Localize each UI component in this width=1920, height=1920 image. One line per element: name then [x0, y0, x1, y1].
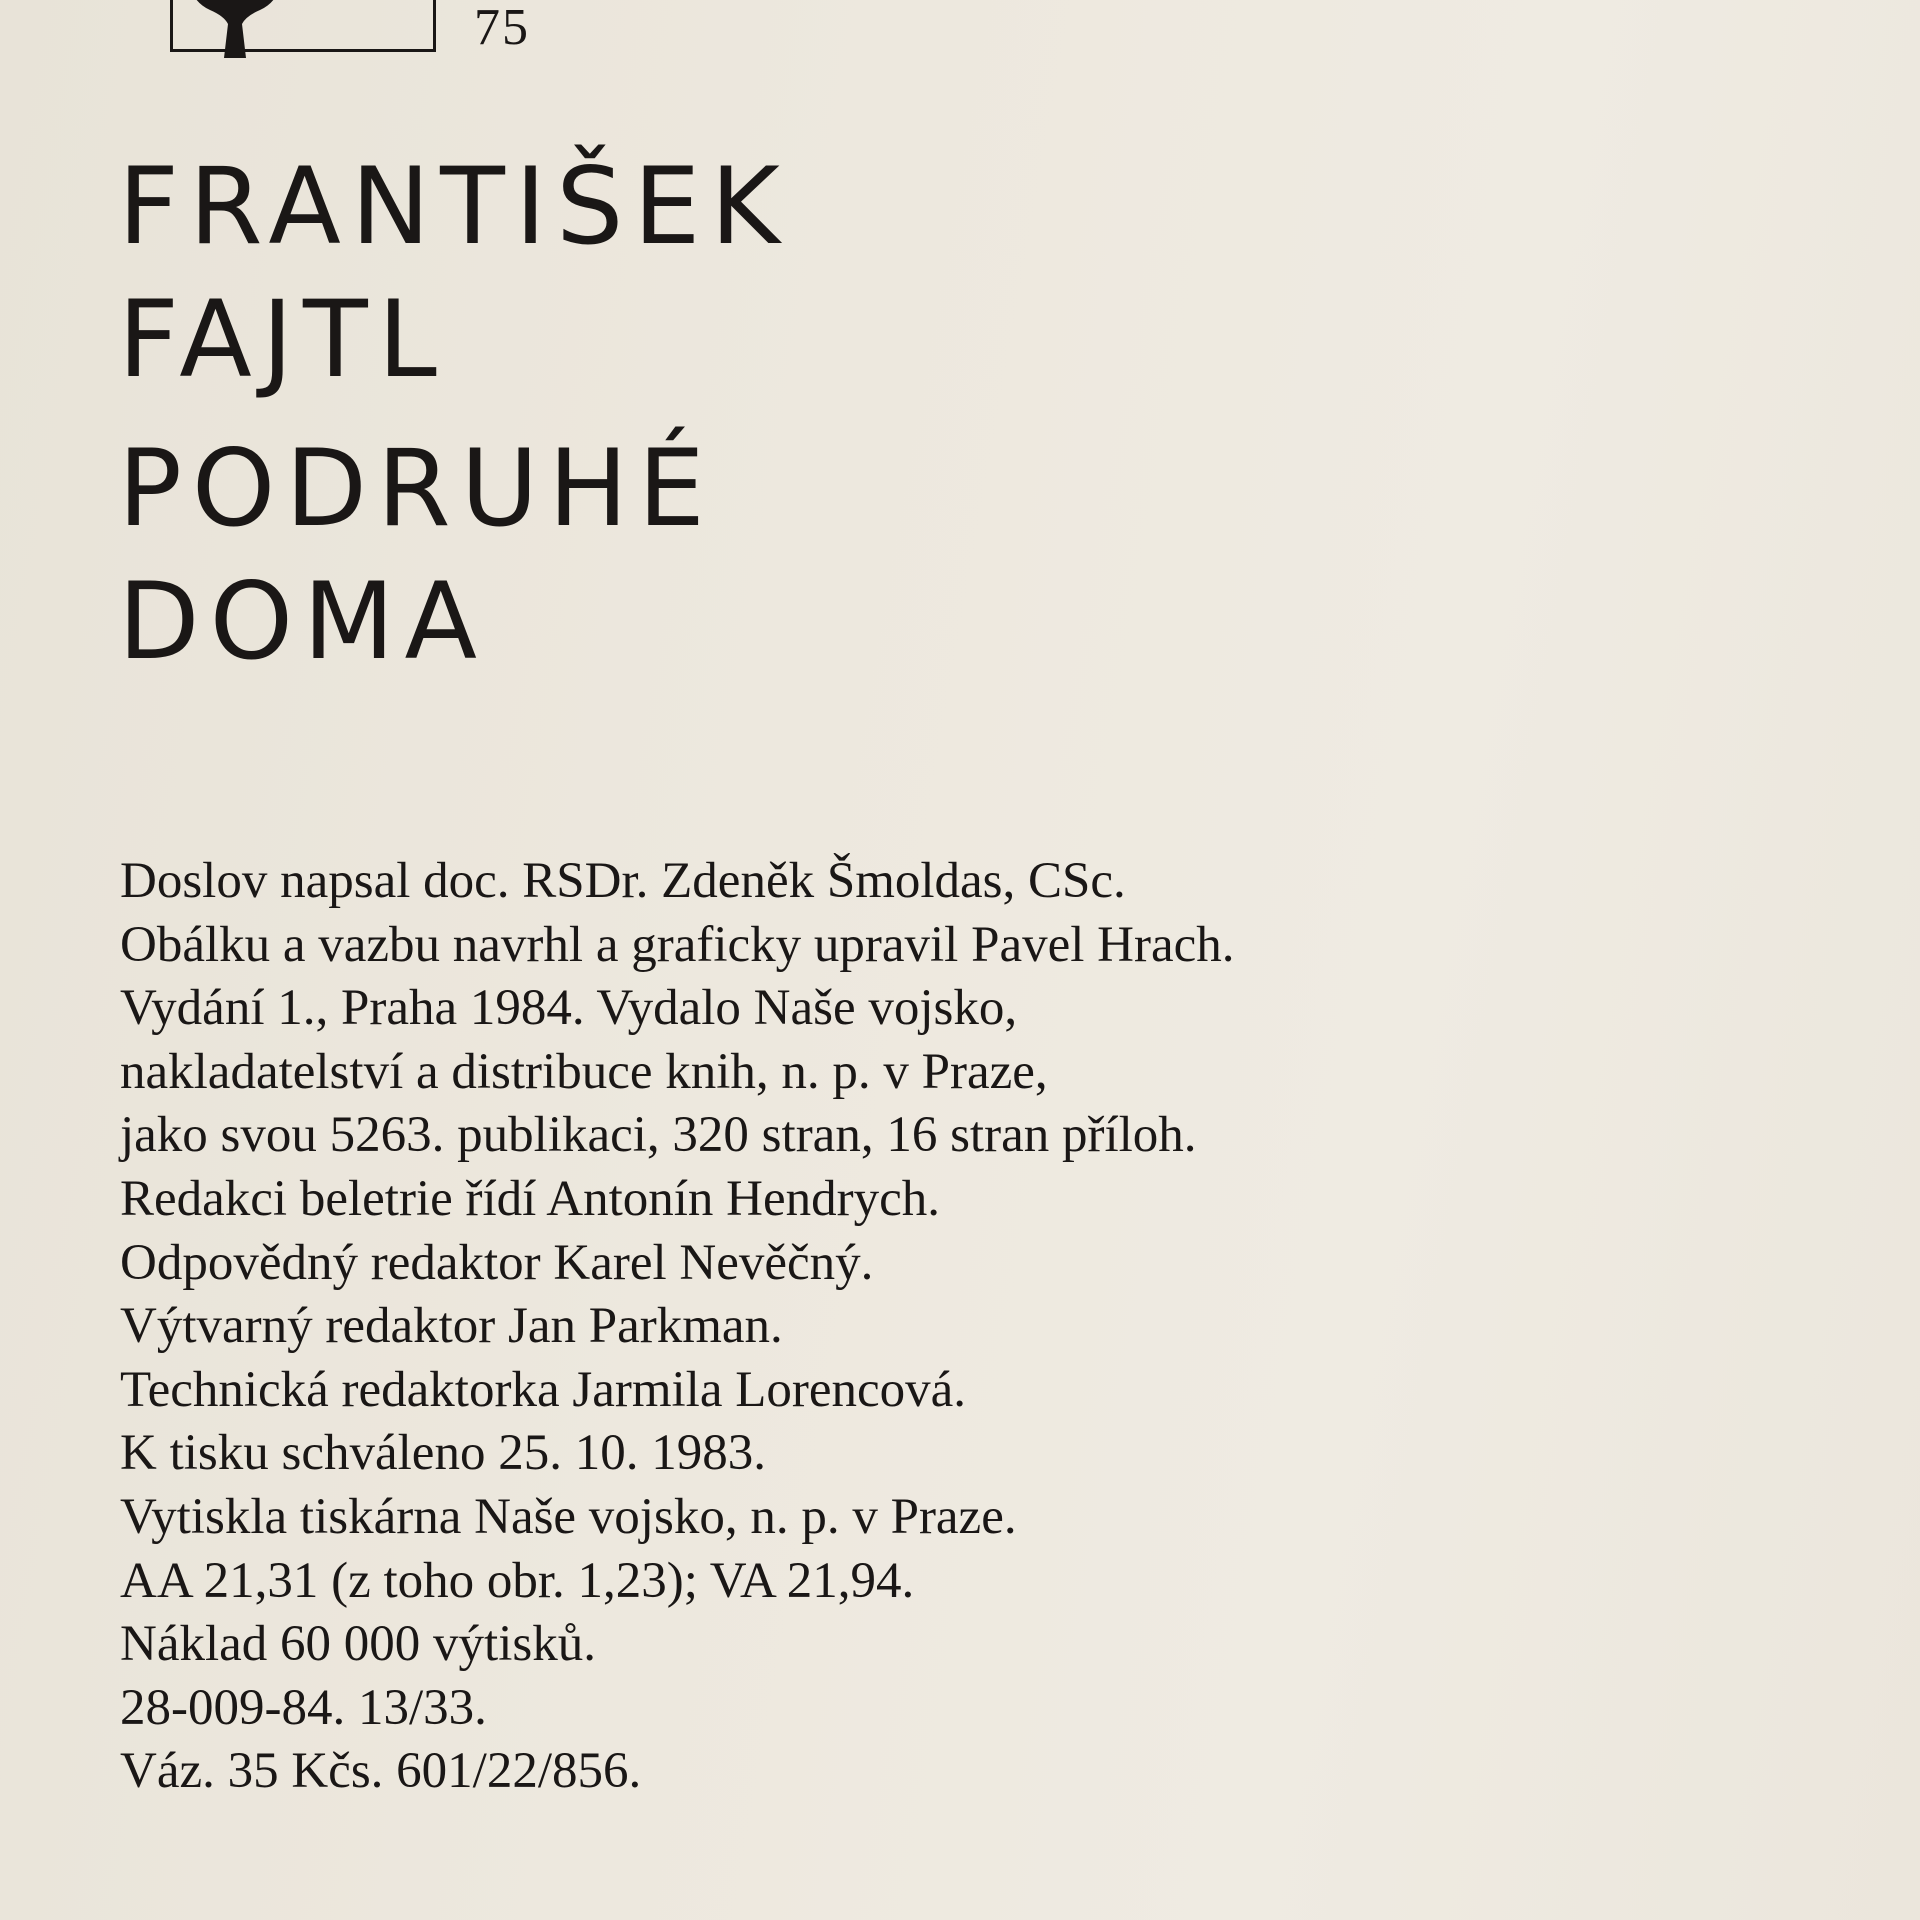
imprint-line: Technická redaktorka Jarmila Lorencová. [120, 1361, 967, 1418]
author-first-name: FRANTIŠEK [118, 145, 790, 268]
author-last-name: FAJTL [118, 278, 447, 401]
imprint-line: K tisku schváleno 25. 10. 1983. [120, 1425, 766, 1482]
imprint-line: Redakci beletrie řídí Antonín Hendrych. [120, 1170, 941, 1227]
book-title-line-2: DOMA [118, 560, 488, 683]
imprint-line: Vytiskla tiskárna Naše vojsko, n. p. v Praze. [120, 1488, 1017, 1545]
imprint-line: Vydání 1., Praha 1984. Vydalo Naše vojsko, [120, 980, 1018, 1037]
imprint-line: Obálku a vazbu navrhl a graficky upravil Pavel Hrach. [120, 916, 1235, 973]
imprint-line: Výtvarný redaktor Jan Parkman. [120, 1298, 783, 1355]
title-block [118, 140, 790, 688]
imprint-line: AA 21,31 (z toho obr. 1,23); VA 21,94. [120, 1552, 915, 1609]
publisher-logo-icon [180, 0, 290, 58]
imprint-line: Váz. 35 Kčs. 601/22/856. [120, 1743, 642, 1800]
imprint-colophon [120, 850, 1234, 1804]
imprint-line: nakladatelství a distribuce knih, n. p. v Praze, [120, 1043, 1048, 1100]
imprint-line: 28-009-84. 13/33. [120, 1679, 487, 1736]
book-title-line-1: PODRUHÉ [118, 427, 715, 550]
imprint-line: Odpovědný redaktor Karel Nevěčný. [120, 1234, 874, 1291]
imprint-line: Doslov napsal doc. RSDr. Zdeněk Šmoldas, CSc. [120, 853, 1126, 909]
imprint-line: Náklad 60 000 výtisků. [120, 1616, 596, 1673]
imprint-line: jako svou 5263. publikaci, 320 stran, 16 stran příloh. [120, 1107, 1197, 1164]
series-number: 75 [474, 0, 530, 56]
